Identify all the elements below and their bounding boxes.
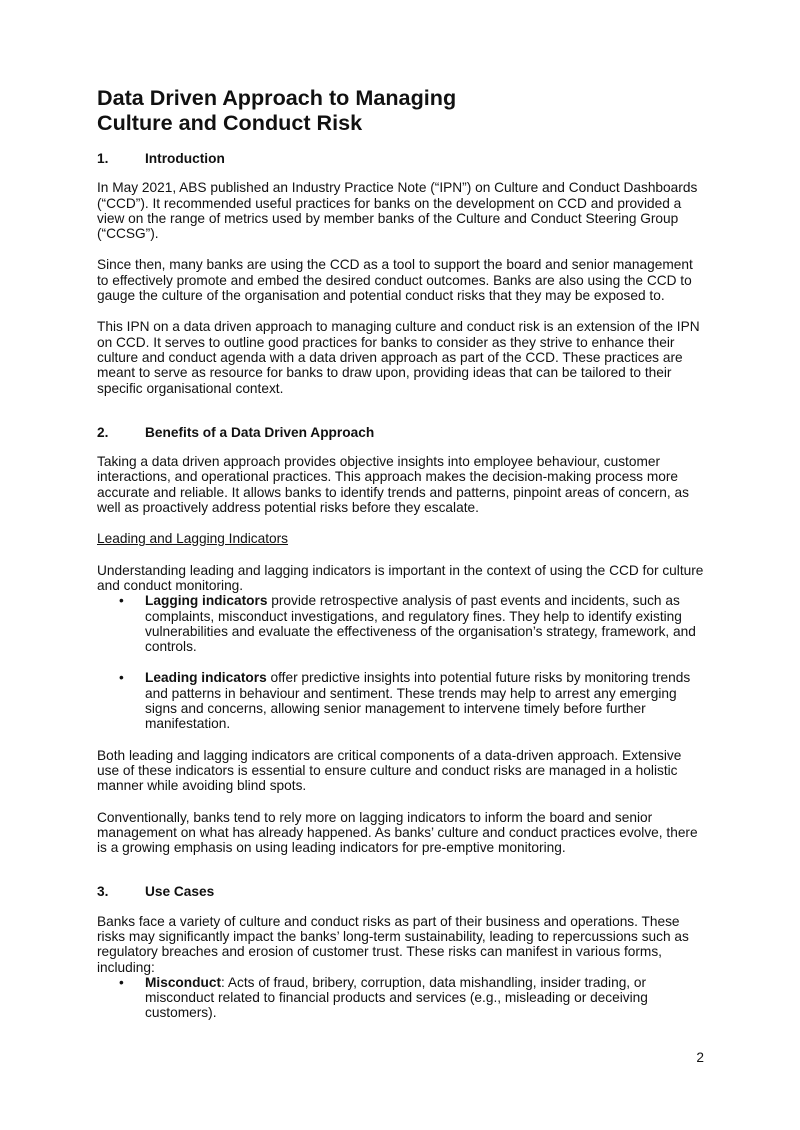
section-title: Benefits of a Data Driven Approach [145, 424, 375, 440]
section-heading-benefits [97, 425, 707, 440]
paragraph: Both leading and lagging indicators are critical components of a data-driven approach. Extensive use of these indicators is essential to ensure culture and conduct risks are managed in a holistic manner while avoiding blind spots. [97, 747, 682, 794]
subheading-indicators: Leading and Lagging Indicators [97, 531, 289, 547]
list-item-text: : Acts of fraud, bribery, corruption, data mishandling, insider trading, or misconduct related to financial products and services (e.g., misleading or deceiving customers). [145, 974, 648, 1021]
bullet-icon: • [119, 670, 124, 686]
indicator-list [97, 593, 707, 731]
title-line-1: Data Driven Approach to Managing [97, 85, 457, 110]
bullet-icon: • [119, 593, 124, 609]
paragraph: Since then, many banks are using the CCD as a tool to support the board and senior management to effectively promote and embed the desired conduct outcomes. Banks are also using the CCD to gauge the culture of the organisation and potential conduct risks that they may be exposed to. [97, 257, 693, 304]
document-page [97, 86, 707, 1021]
section-number: 3. [97, 884, 109, 900]
list-item-text: offer predictive insights into potential future risks by monitoring trends and patterns in behaviour and sentiment. These trends may help to arrest any emerging signs and concerns, allowing senior management to intervene timely before further manifestation. [145, 670, 691, 732]
list-item-text: provide retrospective analysis of past events and incidents, such as complaints, misconduct investigations, and regulatory fines. They help to identify existing vulnerabilities and evaluate the effectiveness of the organisation’s strategy, framework, and controls. [145, 593, 696, 655]
page-number: 2 [696, 1050, 704, 1065]
section-heading-introduction [97, 151, 707, 166]
section-number: 1. [97, 151, 109, 166]
title-line-2: Culture and Conduct Risk [97, 109, 363, 135]
paragraph: In May 2021, ABS published an Industry Practice Note (“IPN”) on Culture and Conduct Dashboards (“CCD”). It recommended useful practices for banks on the development on CCD and provided a view on the range of metrics used by member banks of the Culture and Conduct Steering Group (“CCSG”). [97, 180, 698, 242]
section-heading-use-cases [97, 884, 707, 899]
paragraph: Taking a data driven approach provides objective insights into employee behaviour, customer interactions, and operational practices. This approach makes the decision-making process more accurate and reliable. It allows banks to identify trends and patterns, pinpoint areas of concern, as well as proactively address potential risks before they escalate. [97, 454, 689, 516]
paragraph: Understanding leading and lagging indicators is important in the context of using the CCD for culture and conduct monitoring. [97, 562, 704, 593]
term-misconduct: Misconduct [145, 974, 222, 990]
section-number: 2. [97, 424, 109, 440]
page-title [97, 86, 707, 135]
section-title: Use Cases [145, 884, 215, 900]
paragraph: This IPN on a data driven approach to managing culture and conduct risk is an extension of the IPN on CCD. It serves to outline good practices for banks to consider as they strive to enhance their culture and conduct agenda with a data driven approach as part of the CCD. These practices are meant to serve as resource for banks to draw upon, providing ideas that can be tailored to their specific organisational context. [97, 319, 700, 396]
list-item [97, 593, 707, 654]
term-lagging-indicators: Lagging indicators [145, 593, 268, 609]
paragraph: Conventionally, banks tend to rely more on lagging indicators to inform the board and senior management on what has already happened. As banks’ culture and conduct practices evolve, there is a growing emphasis on using leading indicators for pre-emptive monitoring. [97, 809, 698, 856]
list-item [97, 670, 707, 731]
risk-list [97, 975, 707, 1021]
term-leading-indicators: Leading indicators [145, 670, 267, 686]
bullet-icon: • [119, 974, 124, 990]
section-title: Introduction [145, 151, 225, 166]
paragraph: Banks face a variety of culture and conduct risks as part of their business and operations. These risks may significantly impact the banks’ long-term sustainability, leading to repercussions such as regulatory breaches and erosion of customer trust. These risks can manifest in various forms, including: [97, 913, 689, 975]
list-item [97, 975, 707, 1021]
